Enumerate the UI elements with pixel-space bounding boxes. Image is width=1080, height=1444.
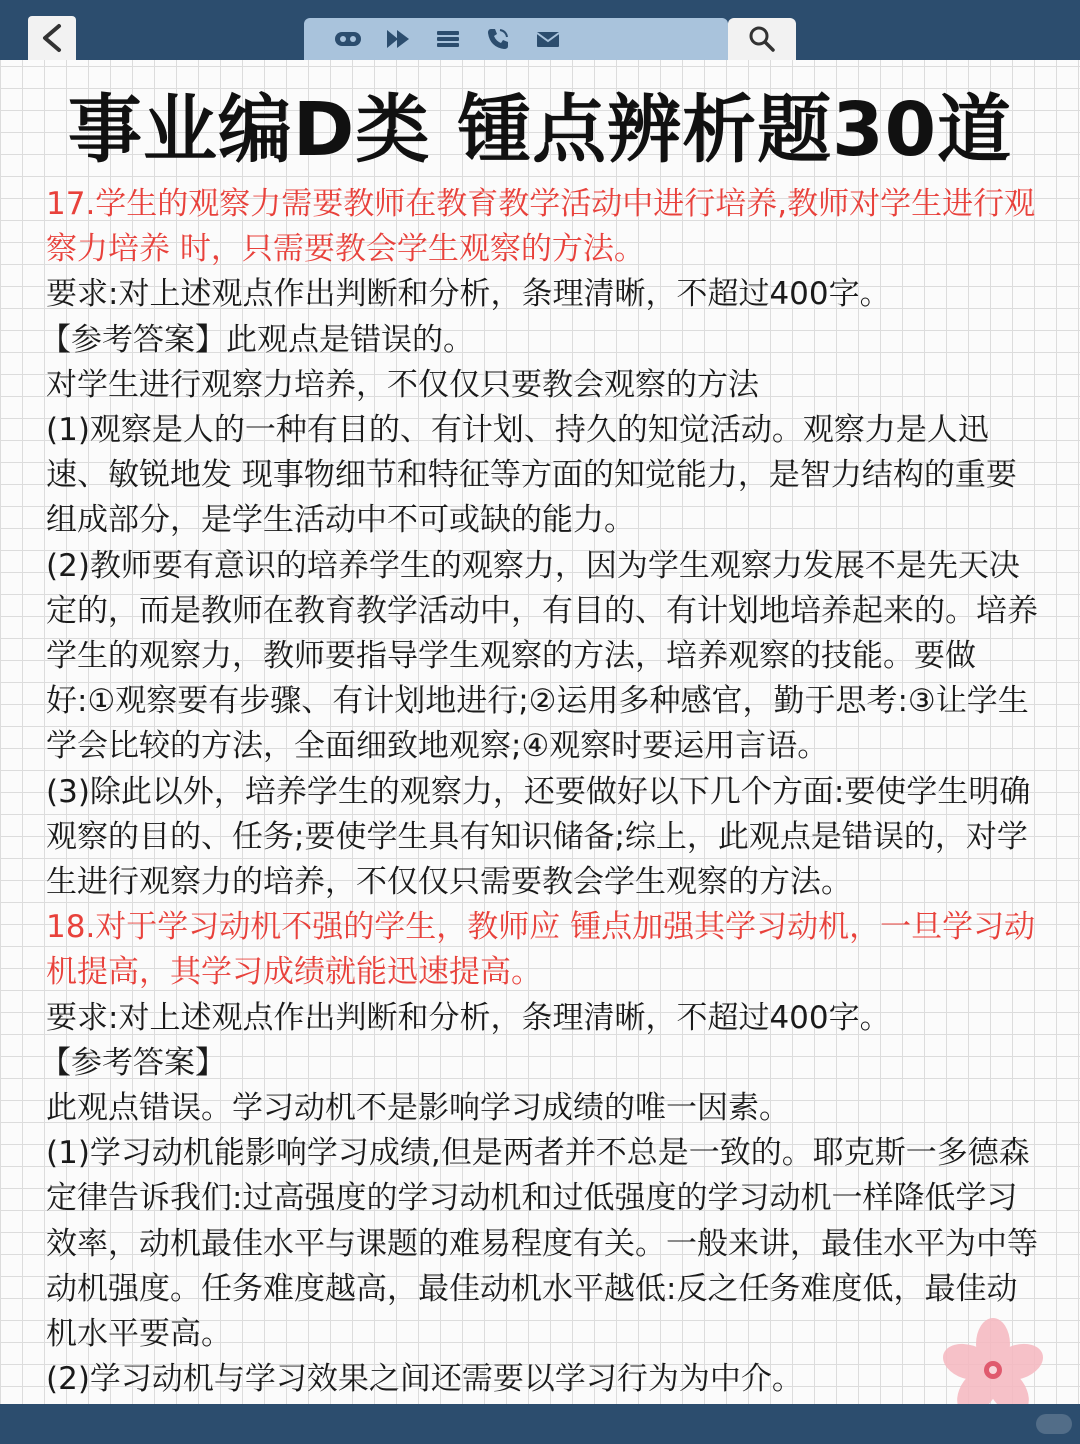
- tool-bar: [304, 18, 728, 60]
- answer-heading-17: 【参考答案】此观点是错误的。: [40, 321, 474, 358]
- search-button[interactable]: [728, 18, 796, 60]
- page-title: 事业编D类 锺点辨析题30道: [67, 87, 1013, 173]
- document-body: [40, 182, 1038, 1402]
- search-icon: [748, 25, 776, 53]
- forward-icon[interactable]: [384, 25, 412, 53]
- question-17: 17.学生的观察力需要教师在教育教学活动中进行培养,教师对学生进行观察力培养 时，只需要教会学生观察的方法。: [46, 186, 1036, 268]
- phone-icon[interactable]: [484, 25, 512, 53]
- requirement-18: 要求:对上述观点作出判断和分析，条理清晰，不超过400字。: [46, 999, 891, 1036]
- top-toolbar: [0, 0, 1080, 60]
- requirement-17: 要求:对上述观点作出判断和分析，条理清晰，不超过400字。: [46, 276, 891, 313]
- mail-icon[interactable]: [534, 25, 562, 53]
- answer-point-17-2: (2)教师要有意识的培养学生的观察力，因为学生观察力发展不是先天决定的，而是教师在教育教学活动中，有目的、有计划地培养起来的。培养学生的观察力，教师要指导学生观察的方法，培养观察的技能。要做好:①观察要有步骤、有计划地进行;②运用多种感官，勤于思考:③让学生学会比较的方法，全面细致地观察;④观察时要运用言语。: [46, 547, 1038, 765]
- answer-intro-18: 此观点错误。学习动机不是影响学习成绩的唯一因素。: [46, 1090, 790, 1127]
- bottom-bar: [0, 1404, 1080, 1444]
- answer-intro-17: 对学生进行观察力培养，不仅仅只要教会观察的方法: [46, 366, 759, 403]
- answer-heading-18: 【参考答案】: [40, 1044, 226, 1081]
- answer-point-18-1: (1)学习动机能影响学习成绩,但是两者并不总是一致的。耶克斯一多德森定律告诉我们:过高强度的学习动机和过低强度的学习动机一样降低学习效率，动机最佳水平与课题的难易程度有关。一般来讲，最佳水平为中等动机强度。任务难度越高，最佳动机水平越低:反之任务难度低，最佳动机水平要高。: [46, 1135, 1038, 1353]
- question-18: 18.对于学习动机不强的学生，教师应 锺点加强其学习动机，一旦学习动机提高，其学习成绩就能迅速提高。: [46, 909, 1036, 991]
- answer-point-18-2: (2)学习动机与学习效果之间还需要以学习行为为中介。: [46, 1361, 803, 1398]
- watermark-badge: [1036, 1414, 1072, 1434]
- answer-point-17-3: (3)除此以外，培养学生的观察力，还要做好以下几个方面:要使学生明确观察的目的、任务;要使学生具有知识储备;综上，此观点是错误的，对学生进行观察力的培养，不仅仅只需要教会学生观察的方法。: [46, 773, 1031, 901]
- chevron-left-icon: [39, 23, 65, 53]
- back-button[interactable]: [28, 16, 76, 60]
- answer-point-17-1: (1)观察是人的一种有目的、有计划、持久的知觉活动。观察力是人迅速、敏锐地发 现事物细节和特征等方面的知觉能力，是智力结构的重要组成部分，是学生活动中不可或缺的能力。: [46, 412, 1017, 539]
- menu-icon[interactable]: [434, 25, 462, 53]
- tape-icon[interactable]: [334, 25, 362, 53]
